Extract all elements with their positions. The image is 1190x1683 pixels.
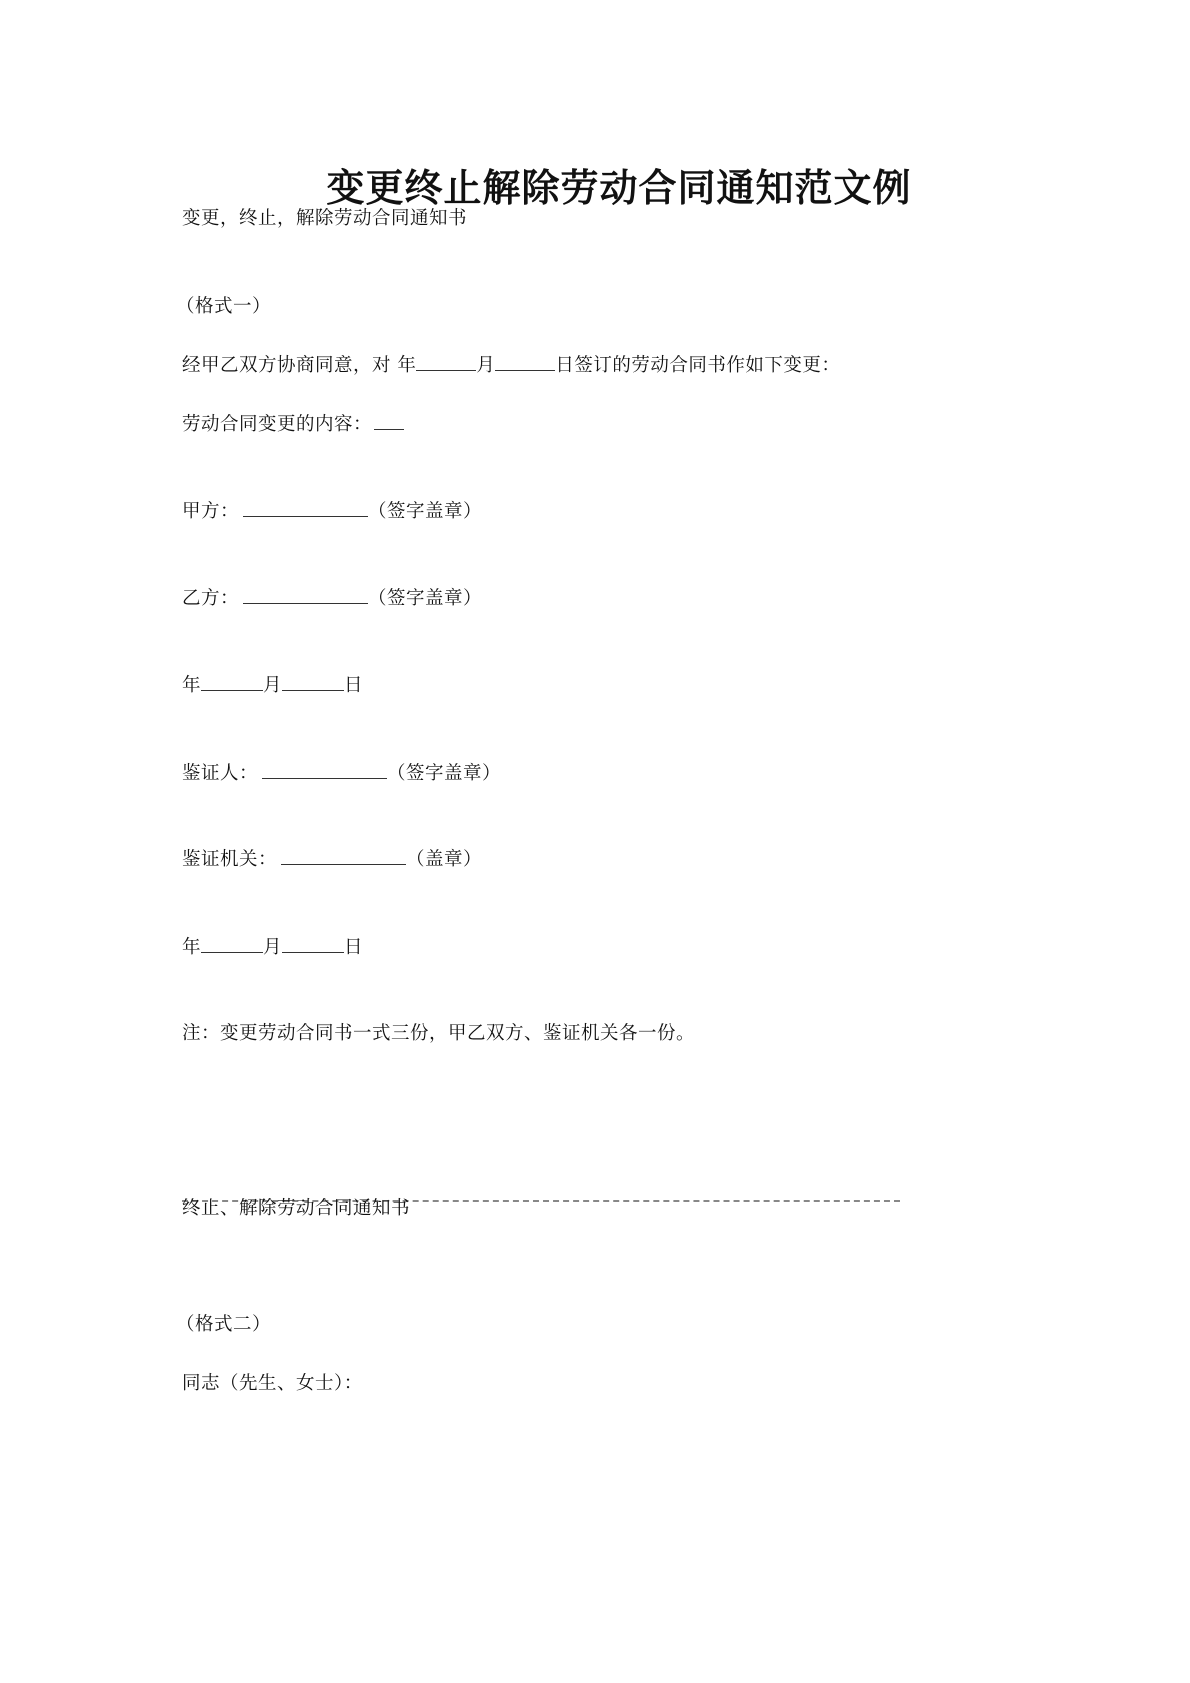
change-content-blank[interactable]	[374, 411, 404, 430]
format-one-label: （格式一）	[176, 296, 272, 317]
month-label: 月	[263, 675, 283, 696]
intro-suffix: 日签订的劳动合同书作如下变更：	[555, 355, 841, 376]
month-blank[interactable]	[201, 672, 263, 691]
authority-seal-blank[interactable]	[281, 846, 406, 865]
month-blank[interactable]	[416, 352, 476, 371]
document-subtitle: 变更，终止，解除劳动合同通知书	[182, 208, 468, 229]
intro-prefix: 经甲乙双方协商同意，对 年	[182, 355, 417, 376]
day-blank[interactable]	[282, 672, 344, 691]
month-label: 月	[263, 937, 283, 958]
party-b-sign-note: （签字盖章）	[368, 588, 483, 609]
witness-sign-note: （签字盖章）	[387, 763, 502, 784]
authority-sign-note: （盖章）	[406, 849, 483, 870]
year-label: 年	[182, 937, 202, 958]
intro-month: 月	[476, 355, 496, 376]
year-label: 年	[182, 675, 202, 696]
day-blank[interactable]	[495, 352, 555, 371]
authority-label: 鉴证机关：	[182, 849, 278, 870]
party-b-line	[182, 585, 482, 612]
note-line: 注：变更劳动合同书一式三份，甲乙双方、鉴证机关各一份。	[182, 1023, 696, 1044]
party-a-sign-note: （签字盖章）	[368, 501, 483, 522]
change-content-line	[182, 411, 404, 438]
change-content-label: 劳动合同变更的内容：	[182, 414, 373, 435]
salutation-line: 同志（先生、女士）：	[182, 1373, 363, 1394]
party-b-label: 乙方：	[182, 588, 240, 609]
party-a-signature-blank[interactable]	[243, 498, 368, 517]
day-label: 日	[344, 675, 364, 696]
authority-line	[182, 846, 482, 873]
party-b-signature-blank[interactable]	[243, 585, 368, 604]
party-a-line	[182, 498, 482, 525]
party-a-label: 甲方：	[182, 501, 240, 522]
witness-label: 鉴证人：	[182, 763, 259, 784]
month-blank[interactable]	[201, 934, 263, 953]
document-title: 变更终止解除劳动合同通知范文例	[326, 166, 912, 210]
witness-signature-blank[interactable]	[262, 760, 387, 779]
day-label: 日	[344, 937, 364, 958]
day-blank[interactable]	[282, 934, 344, 953]
format-two-label: （格式二）	[176, 1314, 272, 1335]
date-line-1	[182, 672, 363, 699]
section-two-title: 终止、解除劳动合同通知书	[182, 1198, 411, 1219]
date-line-2	[182, 934, 363, 961]
witness-line	[182, 760, 501, 787]
change-intro-paragraph	[182, 352, 840, 379]
